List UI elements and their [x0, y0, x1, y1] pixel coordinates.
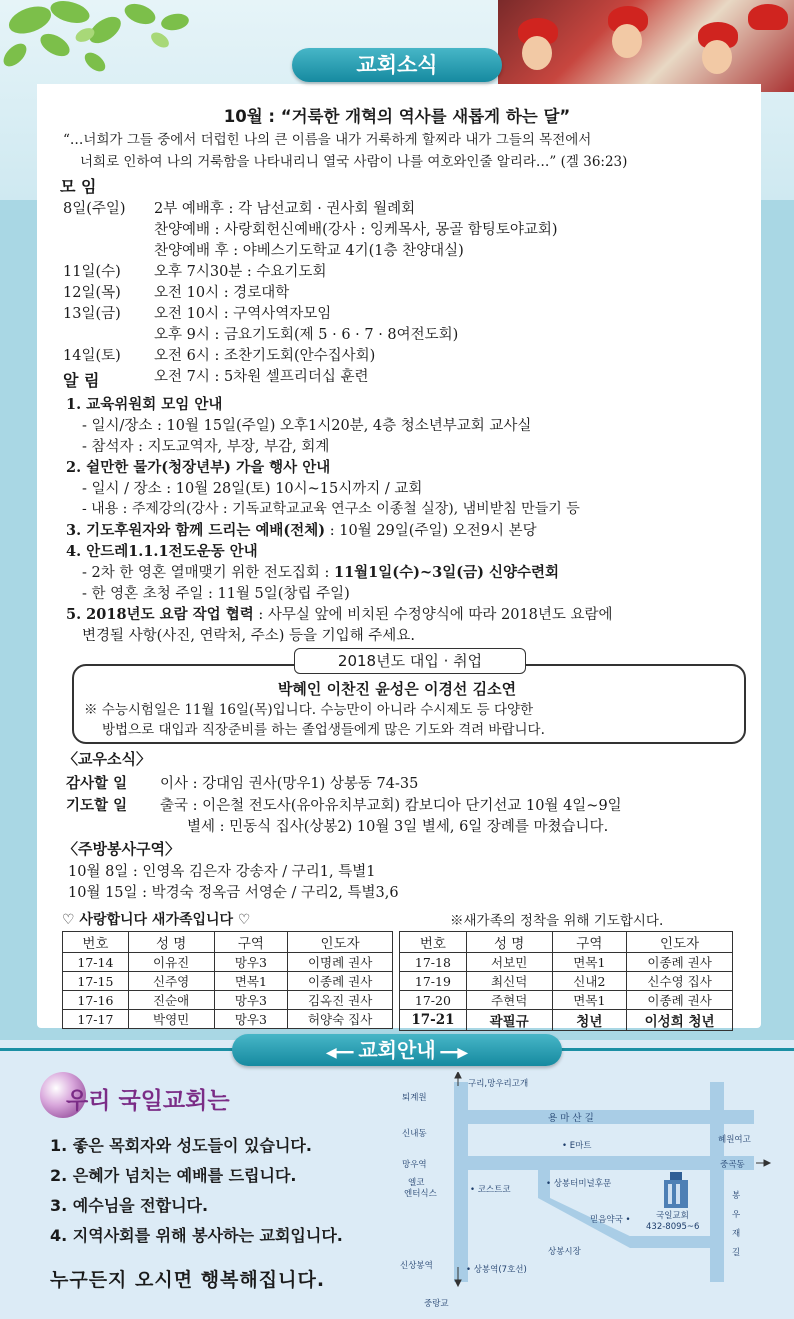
cell-guide: 이종례 권사 [627, 991, 733, 1010]
meeting-item: 오전 6시 : 조찬기도회(안수집사회) [154, 348, 376, 364]
cell-guide: 이명례 권사 [288, 953, 393, 972]
notice-1-title: 1. 교육위원회 모임 안내 [66, 396, 223, 413]
thanks-label: 감사할 일 [66, 775, 128, 792]
verse-line-1: “…너희가 그들 중에서 더럽힌 나의 큰 이름을 내가 거룩하게 할찌라 내가 그들의 목전에서 [63, 132, 592, 148]
exam-names: 박혜인 이찬진 윤성은 이경선 김소연 [277, 680, 517, 698]
meeting-day: 11일(수) [63, 264, 121, 280]
map-label-costco: • 코스트코 [470, 1185, 511, 1195]
table-row [63, 953, 393, 972]
verse-reference: (겔 36:23) [560, 154, 628, 170]
map-label-toegyewon: 퇴계원 [402, 1093, 427, 1103]
meetings-title: 모 임 [60, 177, 97, 196]
notice-5-line-2: 변경될 사항(사진, 연락처, 주소) 등을 기입해 주세요. [82, 628, 415, 644]
cell-number: 17-17 [63, 1010, 129, 1029]
meeting-day: 13일(금) [63, 306, 121, 322]
map-label-yongmasan: 용 마 산 길 [548, 1113, 594, 1124]
cell-guide: 김옥진 권사 [288, 991, 393, 1010]
col-header-number: 번호 [63, 932, 129, 953]
col-header-district: 구역 [214, 932, 288, 953]
section-title-news: 교회소식 [292, 48, 502, 82]
cell-district: 신내2 [552, 972, 627, 991]
notice-4-title: 4. 안드레1.1.1전도운동 안내 [66, 543, 258, 560]
map-label-jungnang: 중랑교 [424, 1299, 449, 1309]
newcomers-title: ♡ 사랑합니다 새가족입니다 ♡ [62, 912, 251, 928]
church-info-heading: 우리 국일교회는 [66, 1088, 230, 1114]
col-header-district: 구역 [552, 932, 627, 953]
meeting-day: 12일(목) [63, 285, 121, 301]
map-label-sangbong: • 상봉역(7호선) [466, 1265, 527, 1275]
info-item-2: 2. 은혜가 넘치는 예배를 드립니다. [50, 1166, 297, 1185]
exam-note-2: 방법으로 대입과 직장준비를 하는 졸업생들에게 많은 기도와 격려 바랍니다. [102, 722, 545, 738]
newcomers-table-right [399, 931, 733, 1031]
map-label-hyewon: 혜원여고 [718, 1135, 751, 1145]
pray-label: 기도할 일 [66, 797, 128, 814]
cell-name: 신주영 [128, 972, 214, 991]
exam-note-1: ※ 수능시험일은 11월 16일(목)입니다. 수능만이 아니라 수시제도 등 다양한 [84, 702, 534, 718]
notice-2-detail-b: - 내용 : 주제강의(강사 : 기독교학교교육 연구소 이종철 실장), 냄비받침 만들기 등 [82, 501, 580, 517]
cell-name: 곽필규 [466, 1010, 552, 1031]
map-label-junggok: 중곡동 [720, 1160, 745, 1170]
meeting-item: 오후 7시30분 : 수요기도회 [154, 264, 327, 280]
notices-title: 알 림 [63, 371, 100, 390]
notice-2-detail-a: - 일시 / 장소 : 10월 28일(토) 10시~15시까지 / 교회 [82, 481, 423, 497]
cell-guide: 신수영 집사 [627, 972, 733, 991]
map-label-entesix: 엔터식스 [404, 1189, 437, 1199]
cell-guide: 허양숙 집사 [288, 1010, 393, 1029]
road-market [630, 1236, 710, 1248]
map-label-guri: 구리,망우리고개 [468, 1079, 529, 1089]
road-yongmasan [454, 1110, 754, 1124]
map-label-market: 상봉시장 [548, 1247, 581, 1257]
meeting-item: 오전 10시 : 경로대학 [154, 285, 290, 301]
cell-number: 17-14 [63, 953, 129, 972]
info-item-4: 4. 지역사회를 위해 봉사하는 교회입니다. [50, 1226, 343, 1245]
church-slogan: 누구든지 오시면 행복해집니다. [50, 1269, 326, 1291]
newcomers-note: ※새가족의 정착을 위해 기도합시다. [450, 913, 664, 929]
notice-5: 5. 2018년도 요람 작업 협력 : 사무실 앞에 비치된 수정양식에 따라 2018년도 요람에 [66, 606, 613, 623]
map-label-emart: • E마트 [562, 1141, 592, 1151]
map-label-mideum: 믿음약국 • [590, 1215, 631, 1225]
section-title-church-info: ◀━━ 교회안내 ━━▶ [232, 1034, 562, 1066]
cell-name: 주현덕 [466, 991, 552, 1010]
cell-district: 면목1 [214, 972, 288, 991]
cell-district: 면목1 [552, 953, 627, 972]
table-row [63, 972, 393, 991]
info-item-1: 1. 좋은 목회자와 성도들이 있습니다. [50, 1136, 312, 1155]
meeting-day: 14일(토) [63, 348, 121, 364]
road-main-vertical [454, 1082, 468, 1282]
cell-number: 17-20 [400, 991, 467, 1010]
cell-number: 17-19 [400, 972, 467, 991]
cell-name: 진순애 [128, 991, 214, 1010]
col-header-guide: 인도자 [627, 932, 733, 953]
notice-3: 3. 기도후원자와 함께 드리는 예배(전체) : 10월 29일(주일) 오전9시 본당 [66, 522, 537, 539]
map-label-sinsangbong: 신상봉역 [400, 1261, 433, 1271]
meeting-item: 오전 7시 : 5차원 셀프리더십 훈련 [154, 369, 369, 385]
cell-number: 17-15 [63, 972, 129, 991]
cell-number: 17-16 [63, 991, 129, 1010]
col-header-name: 성 명 [128, 932, 214, 953]
notice-1-detail-b: - 참석자 : 지도교역자, 부장, 부감, 회계 [82, 439, 330, 455]
cell-district: 망우3 [214, 991, 288, 1010]
location-map [398, 1072, 778, 1310]
cell-district: 망우3 [214, 1010, 288, 1029]
service-title: 〈주방봉사구역〉 [63, 840, 180, 858]
notice-4-detail-a: - 2차 한 영혼 열매맺기 위한 전도집회 : 11월1일(수)~3일(금) 신양수련회 [82, 564, 560, 581]
service-line-2: 10월 15일 : 박경숙 정옥금 서영순 / 구리2, 특별3,6 [68, 885, 399, 901]
meeting-item: 오전 10시 : 구역사역자모임 [154, 306, 332, 322]
pray-text-1: 출국 : 이은철 전도사(유아유치부교회) 캄보디아 단기선교 10월 4일~9일 [160, 798, 622, 814]
table-row [400, 972, 733, 991]
cell-district: 청년 [552, 1010, 627, 1031]
service-line-1: 10월 8일 : 인영옥 김은자 강송자 / 구리1, 특별1 [68, 864, 376, 880]
table-row [63, 1010, 393, 1029]
map-label-elcore: 엘코 [408, 1178, 425, 1188]
exam-box-title: 2018년도 대입 · 취업 [294, 648, 526, 674]
meeting-day: 8일(주일) [63, 201, 126, 217]
map-label-bongu-3: 재 [732, 1229, 741, 1239]
map-label-sinnae: 신내동 [402, 1129, 427, 1139]
meeting-item: 찬양예배 후 : 야베스기도학교 4기(1층 찬양대실) [154, 243, 464, 259]
table-row [400, 953, 733, 972]
table-row [63, 991, 393, 1010]
meeting-item: 찬양예배 : 사랑회헌신예배(강사 : 잉케목사, 몽골 함팅토야교회) [154, 222, 558, 238]
map-label-terminal: • 상봉터미널후문 [546, 1179, 612, 1189]
meeting-item: 오후 9시 : 금요기도회(제 5 · 6 · 7 · 8여전도회) [154, 327, 459, 343]
month-theme: 10월 : “거룩한 개혁의 역사를 새롭게 하는 달” [223, 107, 571, 126]
notice-2-title: 2. 쉴만한 물가(청장년부) 가을 행사 안내 [66, 459, 331, 476]
map-label-church: 국일교회 [656, 1211, 689, 1221]
verse-line-2: 너희로 인하여 나의 거룩함을 나타내리니 열국 사람이 나를 여호와인줄 알리라…” (겔 36:23) [80, 154, 628, 170]
cell-district: 면목1 [552, 991, 627, 1010]
map-label-bongu-2: 우 [732, 1210, 741, 1220]
pray-text-2: 별세 : 민동식 집사(상봉2) 10월 3일 별세, 6일 장례를 마쳤습니다. [187, 819, 609, 835]
col-header-guide: 인도자 [288, 932, 393, 953]
map-label-mangu: 망우역 [402, 1160, 427, 1170]
info-item-3: 3. 예수님을 전합니다. [50, 1196, 209, 1215]
thanks-text: 이사 : 강대임 권사(망우1) 상봉동 74-35 [160, 776, 419, 792]
cell-name: 박영민 [128, 1010, 214, 1029]
newcomers-table-left [62, 931, 393, 1029]
carol-photo [498, 0, 794, 92]
notice-1-detail-a: - 일시/장소 : 10월 15일(주일) 오후1시20분, 4층 청소년부교회 교사실 [82, 418, 532, 434]
map-label-phone: 432-8095~6 [646, 1222, 700, 1232]
cell-guide: 이성희 청년 [627, 1010, 733, 1031]
col-header-name: 성 명 [466, 932, 552, 953]
map-label-bongu-1: 봉 [732, 1191, 741, 1201]
table-row [400, 1010, 733, 1031]
road-bongu [710, 1082, 724, 1282]
col-header-number: 번호 [400, 932, 467, 953]
cell-name: 서보민 [466, 953, 552, 972]
cell-number: 17-18 [400, 953, 467, 972]
map-label-bongu-4: 길 [732, 1248, 741, 1258]
cell-guide: 이종례 권사 [627, 953, 733, 972]
notice-4-detail-b: - 한 영혼 초청 주일 : 11월 5일(창립 주일) [82, 586, 350, 602]
members-title: 〈교우소식〉 [63, 750, 151, 768]
cell-district: 망우3 [214, 953, 288, 972]
meeting-item: 2부 예배후 : 각 남선교회 · 권사회 월례회 [154, 201, 416, 217]
cell-number: 17-21 [400, 1010, 467, 1031]
church-building-icon [664, 1172, 688, 1208]
cell-guide: 이종례 권사 [288, 972, 393, 991]
cell-name: 이유진 [128, 953, 214, 972]
road-junggok [454, 1156, 754, 1170]
table-row [400, 991, 733, 1010]
cell-name: 최신덕 [466, 972, 552, 991]
